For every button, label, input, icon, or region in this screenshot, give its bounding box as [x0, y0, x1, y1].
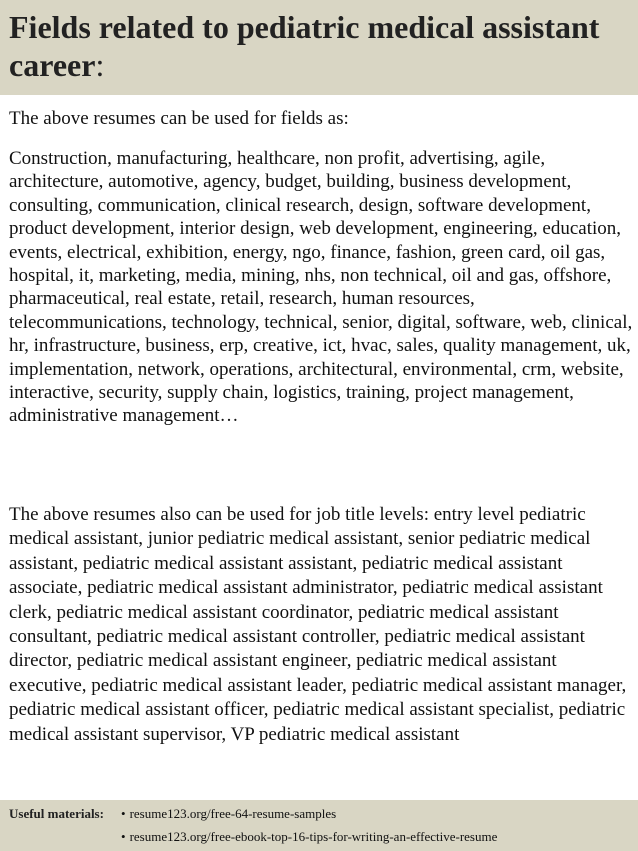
fields-intro: The above resumes can be used for fields as: [9, 108, 349, 129]
useful-materials-label-colon: : [99, 806, 104, 821]
page-title-text: Fields related to pediatric medical assistant career [9, 9, 600, 83]
page-title [9, 8, 634, 84]
resume-ebook-link[interactable] [121, 828, 497, 846]
useful-materials-footer [0, 800, 638, 851]
resume-ebook-link-text: resume123.org/free-ebook-top-16-tips-for-writing-an-effective-resume [129, 829, 498, 844]
useful-materials-label-text: Useful materials [9, 806, 100, 821]
fields-list: Construction, manufacturing, healthcare, non profit, advertising, agile, architecture, automotive, agency, budget, building, business development, consulting, communication, clinical research, design, software development, product development, interior design, web development, engineering, education, events, electrical, exhibition, energy, ngo, finance, fashion, green card, oil gas, hospital, it, marketing, media, mining, nhs, non technical, oil and gas, offshore, pharmaceutical, real estate, retail, research, human resources, telecommunications, technology, technical, senior, digital, software, web, clinical, hr, infrastructure, business, erp, creative, ict, hvac, sales, quality management, uk, implementation, network, operations, architectural, environmental, crm, website, interactive, security, supply chain, logistics, training, project management, administrative management… [9, 148, 633, 427]
title-banner [0, 0, 638, 95]
bullet-icon: • [121, 806, 126, 821]
page-title-colon: : [95, 47, 105, 83]
slide-body [9, 107, 634, 428]
resume-samples-link[interactable] [121, 805, 336, 823]
bullet-icon: • [121, 829, 126, 844]
job-title-levels: The above resumes also can be used for job title levels: entry level pediatric medical assistant, junior pediatric medical assistant, senior pediatric medical assistant, pediatric medical assistant assistant, pediatric medical assistant associate, pediatric medical assistant administrator, pediatric medical assistant clerk, pediatric medical assistant coordinator, pediatric medical assistant consultant, pediatric medical assistant controller, pediatric medical assistant director, pediatric medical assistant engineer, pediatric medical assistant executive, pediatric medical assistant leader, pediatric medical assistant manager, pediatric medical assistant officer, pediatric medical assistant specialist, pediatric medical assistant supervisor, VP pediatric medical assistant [9, 504, 627, 745]
useful-materials-label [9, 805, 104, 823]
resume-samples-link-text: resume123.org/free-64-resume-samples [129, 806, 337, 821]
